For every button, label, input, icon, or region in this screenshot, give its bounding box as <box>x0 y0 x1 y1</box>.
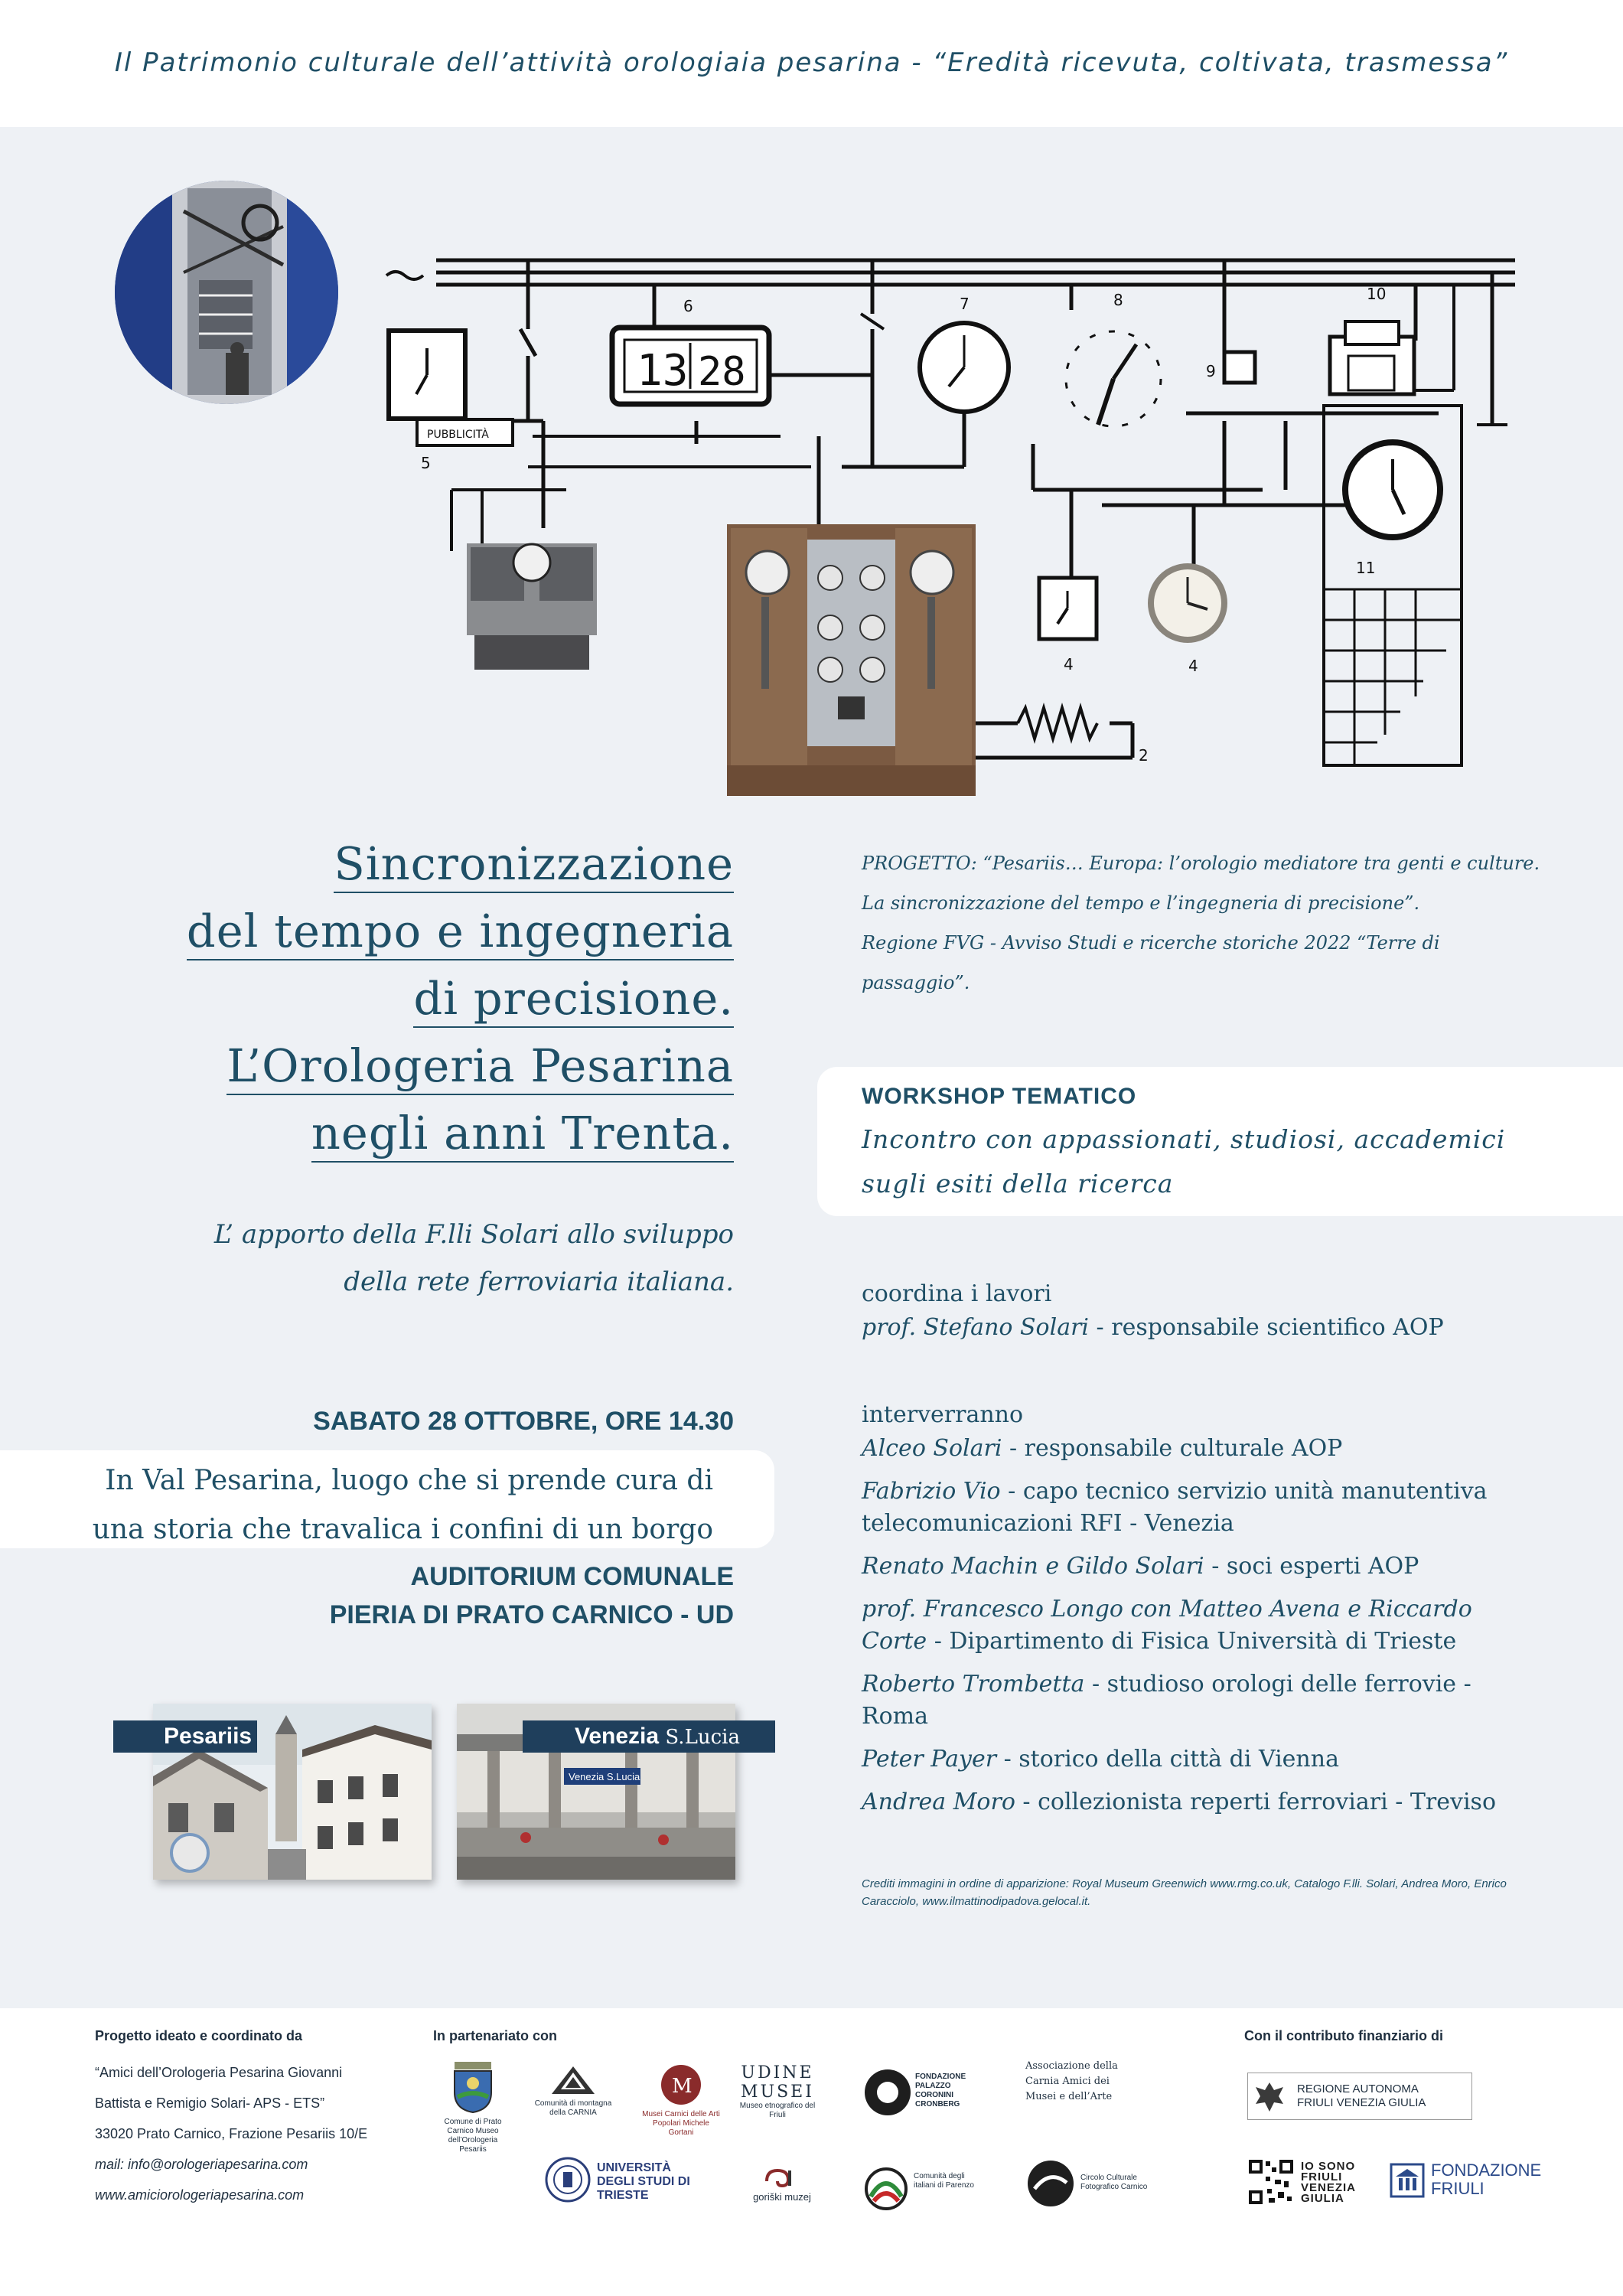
event-subtitle <box>45 1211 734 1306</box>
udine-word: UDINE <box>741 2063 814 2082</box>
project-line: PROGETTO: “Pesariis… Europa: l’orologio mediatore tra genti e culture. <box>862 853 1540 874</box>
speakers-label: interverranno <box>862 1401 1024 1428</box>
comune-logo <box>438 2059 508 2154</box>
square-clock-4 <box>1039 578 1097 639</box>
regione-line: REGIONE AUTONOMA <box>1297 2082 1419 2095</box>
organizer-info <box>95 2057 416 2210</box>
speaker-role: - studioso orologi delle ferrovie - Roma <box>862 1671 1471 1730</box>
location-line: una storia che travalica i confini di un borgo <box>92 1514 713 1545</box>
coordinator-role: - responsabile scientifico AOP <box>1089 1314 1444 1341</box>
universita-logo <box>545 2157 706 2207</box>
pesariis-label-text: Pesariis <box>164 1724 253 1749</box>
svg-text:13: 13 <box>637 346 689 396</box>
diagram-label-10: 10 <box>1367 285 1387 303</box>
title-line: di precisione. <box>413 972 734 1028</box>
diagram-label-4a: 4 <box>1064 655 1074 673</box>
coordinator-name: prof. Stefano Solari <box>862 1314 1090 1341</box>
svg-text:M: M <box>672 2075 693 2098</box>
header-band <box>0 0 1623 127</box>
master-clock-cabinet <box>727 524 976 796</box>
subtitle-line: della rete ferroviaria italiana. <box>344 1267 734 1297</box>
fondazione-friuli-name <box>1431 2161 1541 2198</box>
venezia-label-station: S.Lucia <box>665 1726 740 1749</box>
fondazione-coronini-caption: FONDAZIONE PALAZZO CORONINI CRONBERG <box>915 2073 966 2108</box>
program <box>862 1277 1535 1829</box>
regione-logo <box>1247 2073 1472 2120</box>
coordinator-label: coordina i lavori <box>862 1280 1052 1307</box>
image-credits: Crediti immagini in ordine di apparizione: Royal Museum Greenwich www.rmg.co.uk, Catalogo F.lli. Solari, Andrea Moro, Enrico Caracciolo, www.ilmattinodipadova.gelocal.it. <box>862 1877 1507 1908</box>
header-title: Il Patrimonio culturale dell’attività orologiaia pesarina - “Eredità ricevuta, coltivata, trasmessa” <box>114 47 1509 78</box>
speaker <box>862 1743 1535 1776</box>
eagle-icon <box>1254 2079 1285 2113</box>
mountain-icon <box>550 2065 596 2095</box>
speaker-name: Fabrizio Vio <box>862 1478 1001 1505</box>
venue-line: AUDITORIUM COMUNALE <box>410 1562 734 1591</box>
svg-text:PUBBLICITÀ: PUBBLICITÀ <box>427 429 489 441</box>
associazione-caption: Associazione della Carnia Amici dei Musei e dell’Arte <box>1025 2060 1118 2102</box>
speaker-role: - collezionista reperti ferroviari - Treviso <box>1015 1789 1497 1815</box>
fondazione-coronini-logo <box>863 2068 986 2114</box>
diagram-label-4b: 4 <box>1188 657 1198 675</box>
event-venue <box>45 1557 734 1634</box>
roman-clock-8 <box>1066 331 1161 426</box>
qr-code-icon <box>1247 2158 1295 2206</box>
regione-line: FRIULI VENEZIA GIULIA <box>1297 2096 1426 2109</box>
diagram-label-11: 11 <box>1356 559 1376 577</box>
musei-carnici-logo <box>641 2063 721 2138</box>
workshop-title: WORKSHOP TEMATICO <box>862 1084 1137 1109</box>
organizer-email[interactable]: mail: info@orologeriapesarina.com <box>95 2157 308 2172</box>
round-clock-11 <box>1345 442 1440 537</box>
universita-name: UNIVERSITÀ DEGLI STUDI DI TRIESTE <box>597 2161 690 2202</box>
venezia-label-city: Venezia <box>575 1724 660 1749</box>
speaker-name: Renato Machin e Gildo Solari <box>862 1553 1204 1580</box>
venue-line: PIERIA DI PRATO CARNICO - UD <box>329 1600 734 1629</box>
museum-emblem-icon <box>660 2063 702 2106</box>
speaker <box>862 1433 1535 1465</box>
title-line: Sincronizzazione <box>334 837 734 893</box>
musei-carnici-caption: Musei Carnici delle Arti Popolari Michele Gortani <box>642 2110 720 2137</box>
workshop-box <box>817 1067 1623 1216</box>
speaker <box>862 1786 1535 1818</box>
organizer-line: “Amici dell’Orologeria Pesarina Giovanni <box>95 2065 343 2080</box>
speaker-role: - Dipartimento di Fisica Università di Trieste <box>927 1628 1457 1655</box>
flag-emblem-icon <box>863 2166 909 2212</box>
clock-machine <box>467 543 597 670</box>
regione-name <box>1297 2082 1426 2110</box>
organizer-line: Battista e Remigio Solari- APS - ETS” <box>95 2095 325 2111</box>
speaker-role: - storico della città di Vienna <box>996 1746 1339 1773</box>
diagram-label-9: 9 <box>1206 362 1216 380</box>
circolo-caption: Circolo Culturale Fotografico Carnico <box>1080 2174 1148 2191</box>
svg-text:28: 28 <box>698 349 746 395</box>
io-sono-text: IO SONO FRIULI VENEZIA GIULIA <box>1301 2160 1356 2205</box>
round-clock-7 <box>920 323 1009 412</box>
location-line: In Val Pesarina, luogo che si prende cura di <box>105 1465 713 1496</box>
project-note <box>862 843 1550 1003</box>
venezia-label-text <box>575 1720 740 1753</box>
comunita-italiani-caption: Comunità degli italiani di Parenzo <box>914 2172 974 2190</box>
speaker-role: - responsabile culturale AOP <box>1002 1435 1343 1462</box>
workshop-description <box>862 1117 1505 1206</box>
fondazione-friuli-line: FONDAZIONE <box>1431 2161 1542 2180</box>
event-title <box>45 830 734 1167</box>
partners-heading: In partenariato con <box>433 2028 558 2043</box>
organizer-website[interactable]: www.amiciorologeriapesarina.com <box>95 2187 305 2203</box>
pesariis-label <box>113 1720 257 1753</box>
event-date: SABATO 28 OTTOBRE, ORE 14.30 <box>313 1407 734 1436</box>
speaker <box>862 1476 1535 1540</box>
speaker-role: - capo tecnico servizio unità manutentiva telecomunicazioni RFI - Venezia <box>862 1478 1488 1537</box>
subtitle-line: L’ apporto della F.lli Solari allo sviluppo <box>213 1219 734 1250</box>
location-box <box>0 1450 774 1548</box>
svg-text:Venezia S.Lucia: Venezia S.Lucia <box>569 1771 640 1782</box>
wall-clock-4 <box>1148 563 1227 643</box>
clock-tower-10 <box>1330 321 1414 394</box>
musei-word: MUSEI <box>741 2082 814 2102</box>
project-line: Regione FVG - Avviso Studi e ricerche storiche 2022 “Terre di passaggio”. <box>862 932 1440 993</box>
speaker <box>862 1593 1535 1658</box>
clock-network-diagram <box>383 237 1530 796</box>
speaker <box>862 1551 1535 1583</box>
building-emblem-icon <box>1390 2163 1425 2198</box>
speaker-role: - soci esperti AOP <box>1204 1553 1419 1580</box>
organizer-line: 33020 Prato Carnico, Frazione Pesariis 10/E <box>95 2126 368 2141</box>
university-seal-icon <box>545 2157 591 2203</box>
goriski-logo <box>744 2166 820 2202</box>
comunita-caption: Comunità di montagna della CARNIA <box>534 2099 612 2117</box>
circolo-logo <box>1025 2158 1163 2209</box>
title-line: del tempo e ingegneria <box>187 905 734 960</box>
udine-musei-caption: Museo etnografico del Friuli <box>739 2102 816 2119</box>
comunita-italiani-logo <box>863 2166 986 2212</box>
io-sono-logo <box>1247 2158 1385 2209</box>
diagram-label-2: 2 <box>1139 746 1149 765</box>
associazione-logo <box>1025 2059 1133 2105</box>
speaker-name: prof. Francesco Longo con Matteo Avena e Riccardo Corte <box>862 1596 1472 1655</box>
coordinator <box>862 1312 1535 1344</box>
speaker-name: Roberto Trombetta <box>862 1671 1085 1698</box>
gear-emblem-icon <box>863 2068 912 2117</box>
speaker <box>862 1668 1535 1733</box>
location-text <box>0 1456 713 1554</box>
diagram-label-6: 6 <box>683 297 693 315</box>
diagram-label-7: 7 <box>960 295 970 313</box>
spiral-icon <box>759 2166 805 2189</box>
camera-lens-icon <box>1025 2158 1076 2209</box>
goriski-caption: goriški muzej <box>753 2191 811 2203</box>
speaker-name: Andrea Moro <box>862 1789 1015 1815</box>
comune-caption: Comune di Prato Carnico Museo dell’Orologeria Pesariis <box>444 2118 502 2154</box>
contributors-heading: Con il contributo finanziario di <box>1244 2028 1443 2043</box>
speaker-name: Alceo Solari <box>862 1435 1002 1462</box>
udine-musei-logo <box>739 2063 816 2120</box>
project-line: La sincronizzazione del tempo e l’ingegneria di precisione”. <box>862 892 1420 914</box>
historic-photo <box>115 181 338 404</box>
workshop-line: sugli esiti della ricerca <box>862 1169 1174 1199</box>
title-line: negli anni Trenta. <box>311 1107 734 1163</box>
speaker-name: Peter Payer <box>862 1746 997 1773</box>
workshop-line: Incontro con appassionati, studiosi, accademici <box>862 1124 1506 1154</box>
venezia-label <box>523 1720 775 1753</box>
fondazione-friuli-line: FRIULI <box>1431 2179 1484 2198</box>
fondazione-friuli-logo <box>1390 2160 1543 2206</box>
organizer-heading: Progetto ideato e coordinato da <box>95 2028 303 2043</box>
comunita-logo <box>531 2065 615 2118</box>
title-line: L’Orologeria Pesarina <box>227 1039 734 1095</box>
crest-icon <box>450 2059 496 2114</box>
diagram-label-5: 5 <box>421 454 431 472</box>
diagram-label-8: 8 <box>1113 291 1123 309</box>
